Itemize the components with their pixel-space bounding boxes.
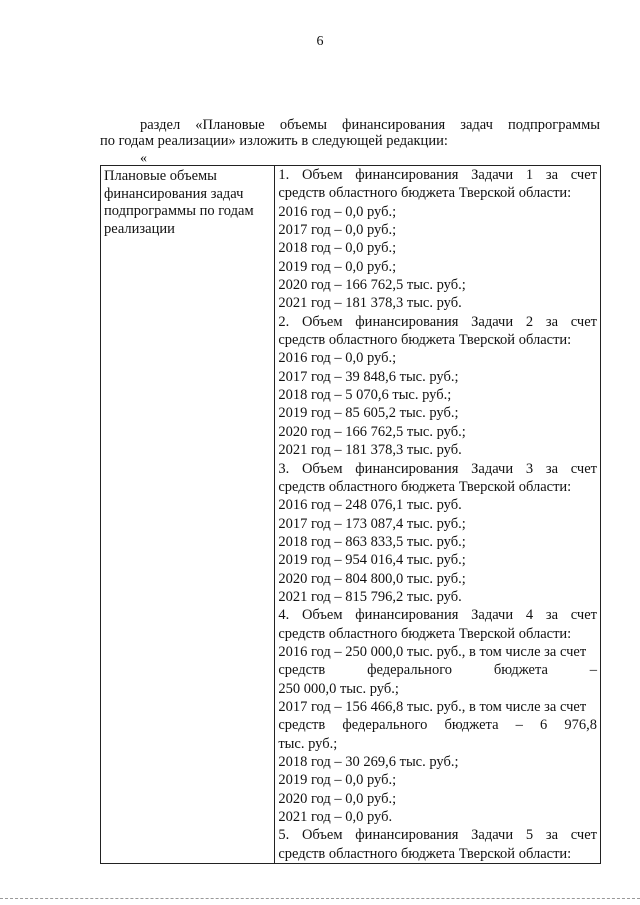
intro-line-1: раздел «Плановые объемы финансирования задач подпрограммы	[140, 117, 600, 133]
financing-line: средств областного бюджета Тверской области:	[278, 845, 572, 862]
financing-line: средств областного бюджета Тверской области:	[278, 478, 572, 495]
financing-line: 2018 год – 0,0 руб.;	[278, 240, 397, 257]
financing-line: 2021 год – 181 378,3 тыс. руб.	[278, 295, 462, 312]
financing-line: 2021 год – 0,0 руб.	[278, 809, 393, 826]
financing-line: средств федерального бюджета –	[278, 662, 597, 679]
financing-line: 2017 год – 156 466,8 тыс. руб., в том числе за счет	[278, 698, 587, 715]
financing-line: 250 000,0 тыс. руб.;	[278, 680, 399, 697]
right-content-cell	[275, 166, 601, 864]
financing-line: 2. Объем финансирования Задачи 2 за счет	[278, 313, 597, 330]
financing-line: 2018 год – 30 269,6 тыс. руб.;	[278, 754, 459, 770]
financing-line: 2018 год – 5 070,6 тыс. руб.;	[278, 387, 452, 404]
opening-quote-mark: «	[140, 151, 147, 166]
financing-line: 2019 год – 85 605,2 тыс. руб.;	[278, 405, 459, 422]
left-header-text: Плановые объемы финансирования задач подпрограммы по годам реализации	[104, 168, 254, 237]
financing-line: 2020 год – 804 800,0 тыс. руб.;	[278, 570, 466, 587]
financing-line: 2019 год – 954 016,4 тыс. руб.;	[278, 552, 466, 569]
intro-paragraph	[100, 117, 600, 149]
financing-line: 2017 год – 173 087,4 тыс. руб.;	[278, 515, 466, 532]
financing-line: 5. Объем финансирования Задачи 5 за счет	[278, 827, 597, 844]
financing-line: средств областного бюджета Тверской области:	[278, 332, 572, 349]
intro-line-2: по годам реализации» изложить в следующей редакции:	[100, 133, 448, 149]
financing-line: тыс. руб.;	[278, 735, 338, 752]
financing-line: 2019 год – 0,0 руб.;	[278, 772, 397, 789]
financing-line: 2016 год – 248 076,1 тыс. руб.	[278, 497, 462, 514]
financing-line: 3. Объем финансирования Задачи 3 за счет	[278, 460, 597, 477]
financing-line: 2017 год – 39 848,6 тыс. руб.;	[278, 368, 459, 385]
financing-line: 2020 год – 166 762,5 тыс. руб.;	[278, 277, 466, 294]
financing-line: средств областного бюджета Тверской области:	[278, 185, 572, 202]
financing-line: средств областного бюджета Тверской области:	[278, 625, 572, 642]
financing-line: 2021 год – 181 378,3 тыс. руб.	[278, 442, 462, 459]
financing-line: средств федерального бюджета – 6 976,8	[278, 717, 597, 734]
financing-line: 2020 год – 166 762,5 тыс. руб.;	[278, 423, 466, 440]
financing-line: 2018 год – 863 833,5 тыс. руб.;	[278, 533, 466, 550]
financing-lines	[275, 166, 600, 863]
financing-line: 2016 год – 0,0 руб.;	[278, 350, 397, 367]
bottom-edge-rule	[0, 898, 640, 899]
financing-line: 2021 год – 815 796,2 тыс. руб.	[278, 588, 462, 605]
financing-line: 2019 год – 0,0 руб.;	[278, 258, 397, 275]
financing-line: 1. Объем финансирования Задачи 1 за счет	[278, 167, 597, 183]
financing-line: 2017 год – 0,0 руб.;	[278, 222, 397, 239]
financing-line: 2016 год – 0,0 руб.;	[278, 203, 397, 220]
financing-line: 2016 год – 250 000,0 тыс. руб., в том числе за счет	[278, 643, 587, 660]
financing-table	[100, 165, 601, 864]
left-header-cell	[101, 166, 275, 864]
table-row	[101, 166, 601, 864]
page-number: 6	[316, 34, 324, 49]
financing-line: 4. Объем финансирования Задачи 4 за счет	[278, 607, 597, 624]
financing-line: 2020 год – 0,0 руб.;	[278, 790, 397, 807]
